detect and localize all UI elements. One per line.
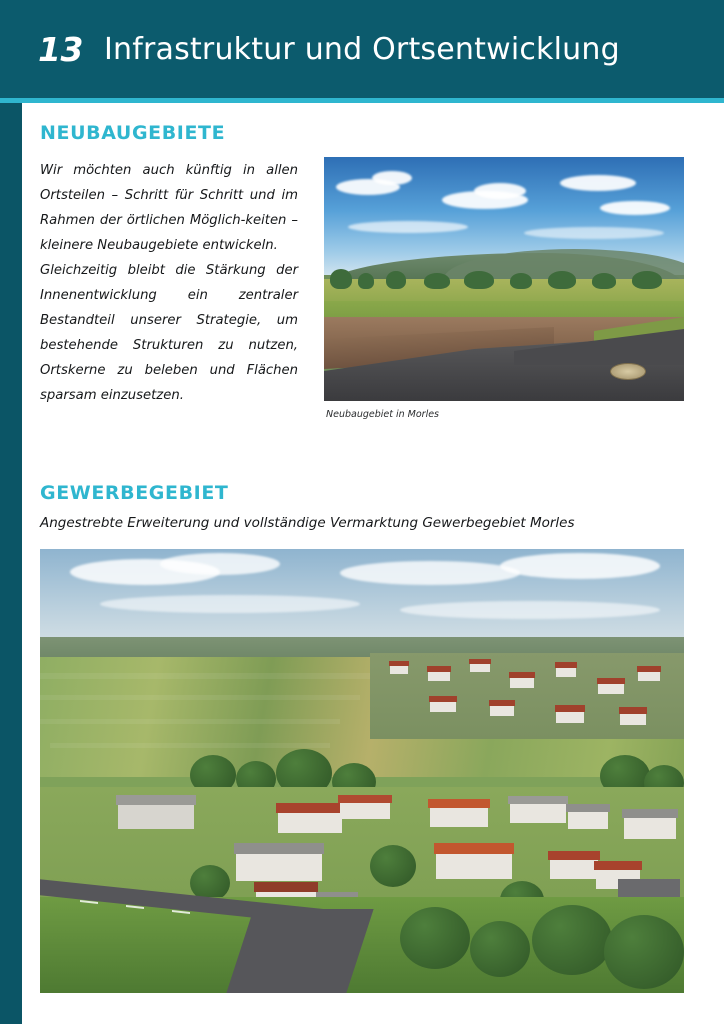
roof (434, 843, 514, 854)
roof (566, 804, 610, 812)
roof (429, 696, 457, 702)
tree-icon (424, 273, 450, 289)
roof (234, 843, 324, 854)
building (550, 859, 598, 879)
tree-icon (592, 273, 616, 289)
roof (597, 678, 625, 684)
cloud-icon (340, 561, 520, 585)
left-edge-bar (0, 0, 22, 1024)
building (436, 853, 512, 879)
photo-gewerbegebiet (40, 549, 684, 993)
cloud-icon (100, 595, 360, 613)
photo-neubaugebiet-image (324, 157, 684, 401)
tree-icon (604, 915, 684, 989)
section-title-neubaugebiete: NEUBAUGEBIETE (40, 122, 226, 144)
cloud-icon (524, 227, 664, 239)
paragraph-2: Gleichzeitig bleibt die Stärkung der Innenentwicklung ein zentraler Bestandteil unserer Strategie, um bestehende Strukturen zu nutzen, Ortskerne zu beleben und Flächen sparsam einzusetzen. (40, 263, 298, 403)
tree-icon (464, 271, 494, 289)
road (226, 909, 373, 993)
page-title: Infrastruktur und Ortsentwicklung (104, 31, 620, 67)
cloud-icon (474, 183, 526, 199)
building (568, 811, 608, 829)
manhole-cover (610, 363, 646, 380)
roof (254, 882, 318, 892)
building (470, 663, 490, 672)
building (390, 665, 408, 674)
cloud-icon (348, 221, 468, 233)
tree-icon (510, 273, 532, 289)
cloud-icon (372, 171, 412, 185)
paragraph-1: Wir möchten auch künftig in allen Ortsteilen – Schritt für Schritt und im Rahmen der örtlichen Möglich-keiten – kleinere Neubaugebiete entwickeln. (40, 163, 298, 253)
field-stripe (40, 695, 360, 700)
building (510, 677, 534, 688)
building (556, 667, 576, 677)
building (490, 705, 514, 716)
tree-icon (548, 271, 576, 289)
building (598, 683, 624, 694)
roof (509, 672, 535, 678)
chapter-number: 13 (38, 29, 83, 69)
tree-icon (330, 269, 352, 289)
roof (338, 795, 392, 803)
cloud-icon (400, 601, 660, 619)
field-stripe (40, 673, 380, 679)
tree-icon (632, 271, 662, 289)
cloud-icon (160, 553, 280, 575)
roof (637, 666, 661, 672)
building (236, 853, 322, 881)
header-accent-rule (0, 98, 724, 103)
tree-icon (532, 905, 612, 975)
tree-icon (386, 271, 406, 289)
building (118, 803, 194, 829)
tree-row (324, 269, 684, 291)
building (430, 701, 456, 712)
roof (594, 861, 642, 870)
cloud-icon (500, 553, 660, 579)
page-header (0, 0, 724, 98)
cloud-icon (600, 201, 670, 215)
building (638, 671, 660, 681)
tree-icon (370, 845, 416, 887)
roof (276, 803, 344, 813)
roof (469, 659, 491, 664)
roof (555, 662, 577, 668)
building (620, 713, 646, 725)
tree-icon (470, 921, 530, 977)
roof (548, 851, 600, 860)
roof (116, 795, 196, 805)
roof (427, 666, 451, 672)
roof (489, 700, 515, 706)
section-body-neubaugebiete (40, 158, 298, 408)
roof (622, 809, 678, 818)
foreground-meadow (40, 897, 684, 993)
photo-neubaugebiet (324, 157, 684, 401)
roof (508, 796, 568, 804)
tree-icon (400, 907, 470, 969)
photo-caption-neubaugebiet: Neubaugebiet in Morles (326, 409, 440, 420)
section-subtitle-gewerbegebiet: Angestrebte Erweiterung und vollständige Vermarktung Gewerbegebiet Morles (40, 515, 575, 531)
building (624, 817, 676, 839)
cloud-icon (560, 175, 636, 191)
building (340, 801, 390, 819)
building (556, 711, 584, 723)
roof (389, 661, 409, 666)
building (430, 807, 488, 827)
tree-icon (358, 273, 374, 289)
building (278, 811, 342, 833)
roof (555, 705, 585, 712)
field-stripe (40, 719, 340, 724)
section-title-gewerbegebiet: GEWERBEGEBIET (40, 482, 229, 504)
building (428, 671, 450, 681)
village-background (370, 653, 684, 739)
roof (428, 799, 490, 808)
roof (619, 707, 647, 714)
building (510, 803, 566, 823)
